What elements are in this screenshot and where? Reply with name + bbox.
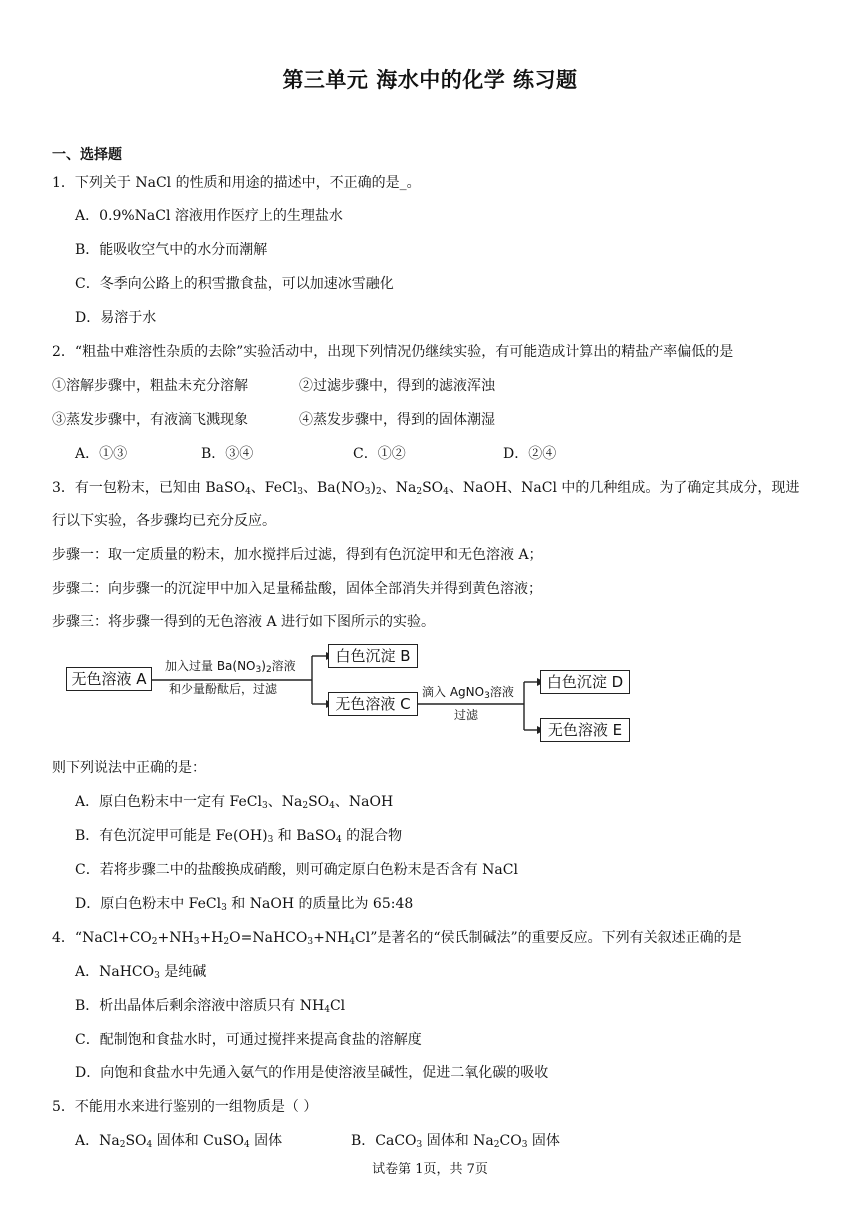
question-3-stem-line-1: 3．有一包粉末，已知由 BaSO$_4$、FeCl$_3$、$Ba(NO_3)_2$、$Na_2SO_4$、NaOH、NaCl 中的几种组成。为了确定其成分，现进 [52,480,800,497]
condition-1-line-1: 加入过量 $Ba(NO_3)_2$溶液 [165,659,296,675]
section-heading: 一、选择题 [52,147,122,163]
question-3-step-2: 步骤二：向步骤一的沉淀甲中加入足量稀盐酸，固体全部消失并得到黄色溶液； [52,581,542,597]
question-2-condition-2: ②过滤步骤中，得到的滤液浑浊 [299,378,495,394]
question-1-option-c: C．冬季向公路上的积雪撒食盐，可以加速冰雪融化 [75,276,394,292]
question-1-stem: 1．下列关于 NaCl 的性质和用途的描述中，不正确的是_。 [52,175,421,191]
condition-1-line-2: 和少量酚酞后，过滤 [169,682,278,696]
page-title: 第三单元 海水中的化学 练习题 [282,68,578,92]
question-4-option-a: A．NaHCO$_3$ 是纯碱 [75,964,207,981]
box-white-precipitate-b: 白色沉淀 B [328,644,418,668]
question-3-option-c: C．若将步骤二中的盐酸换成硝酸，则可确定原白色粉末是否含有 NaCl [75,862,518,878]
condition-2-line-2: 过滤 [454,708,479,722]
condition-2-line-1: 滴入 AgNO$_3$溶液 [422,685,514,701]
page-footer: 试卷第 1页，共 7页 [372,1162,488,1177]
question-4-stem: 4．“$NaCl+CO_2+NH_3+H_2O=NaHCO_3+NH_4Cl$”是著名的“侯氏制碱法”的重要反应。下列有关叙述正确的是 [52,930,742,947]
question-2-stem: 2．“粗盐中难溶性杂质的去除”实验活动中，出现下列情况仍继续实验，有可能造成计算出的精盐产率偏低的是 [52,344,734,360]
question-3-step-1: 步骤一：取一定质量的粉末，加水搅拌后过滤，得到有色沉淀甲和无色溶液 A； [52,547,543,563]
question-5-option-a: A．$Na_2SO_4$ 固体和 CuSO$_4$ 固体 [75,1133,283,1150]
question-2-condition-1: ①溶解步骤中，粗盐未充分溶解 [52,378,248,394]
question-2-option-b: B．③④ [201,446,254,462]
question-1-option-a: A．0.9%NaCl 溶液用作医疗上的生理盐水 [75,208,343,224]
question-1-option-b: B．能吸收空气中的水分而潮解 [75,242,268,258]
question-5-option-b: B．CaCO$_3$ 固体和 $Na_2CO_3$ 固体 [351,1133,560,1150]
question-3-then: 则下列说法中正确的是： [52,760,206,776]
question-2-option-a: A．①③ [75,446,128,462]
question-5-stem: 5．不能用水来进行鉴别的一组物质是（ ） [52,1099,318,1115]
question-2-option-d: D．②④ [503,446,557,462]
box-colorless-solution-c: 无色溶液 C [328,692,418,716]
question-4-option-b: B．析出晶体后剩余溶液中溶质只有 $NH_4Cl$ [75,998,346,1015]
box-colorless-solution-a: 无色溶液 A [66,667,152,691]
question-2-option-c: C．①② [353,446,406,462]
question-4-option-d: D．向饱和食盐水中先通入氨气的作用是使溶液呈碱性，促进二氧化碳的吸收 [75,1065,549,1081]
question-3-stem-line-2: 行以下实验，各步骤均已充分反应。 [52,513,276,529]
question-4-option-c: C．配制饱和食盐水时，可通过搅拌来提高食盐的溶解度 [75,1032,422,1048]
question-2-condition-3: ③蒸发步骤中，有液滴飞溅现象 [52,412,248,428]
question-2-condition-4: ④蒸发步骤中，得到的固体潮湿 [299,412,495,428]
question-3-option-b: B．有色沉淀甲可能是 $Fe(OH)_3$ 和 BaSO$_4$ 的混合物 [75,828,403,845]
question-3-option-d: D．原白色粉末中 FeCl$_3$ 和 NaOH 的质量比为 65:48 [75,896,414,913]
experiment-flow-diagram [62,636,662,748]
question-1-option-d: D．易溶于水 [75,310,157,326]
box-colorless-solution-e: 无色溶液 E [540,718,630,742]
question-3-option-a: A．原白色粉末中一定有 FeCl$_3$、$Na_2SO_4$、NaOH [75,794,394,811]
box-white-precipitate-d: 白色沉淀 D [540,670,630,694]
question-3-step-3: 步骤三：将步骤一得到的无色溶液 A 进行如下图所示的实验。 [52,614,436,630]
